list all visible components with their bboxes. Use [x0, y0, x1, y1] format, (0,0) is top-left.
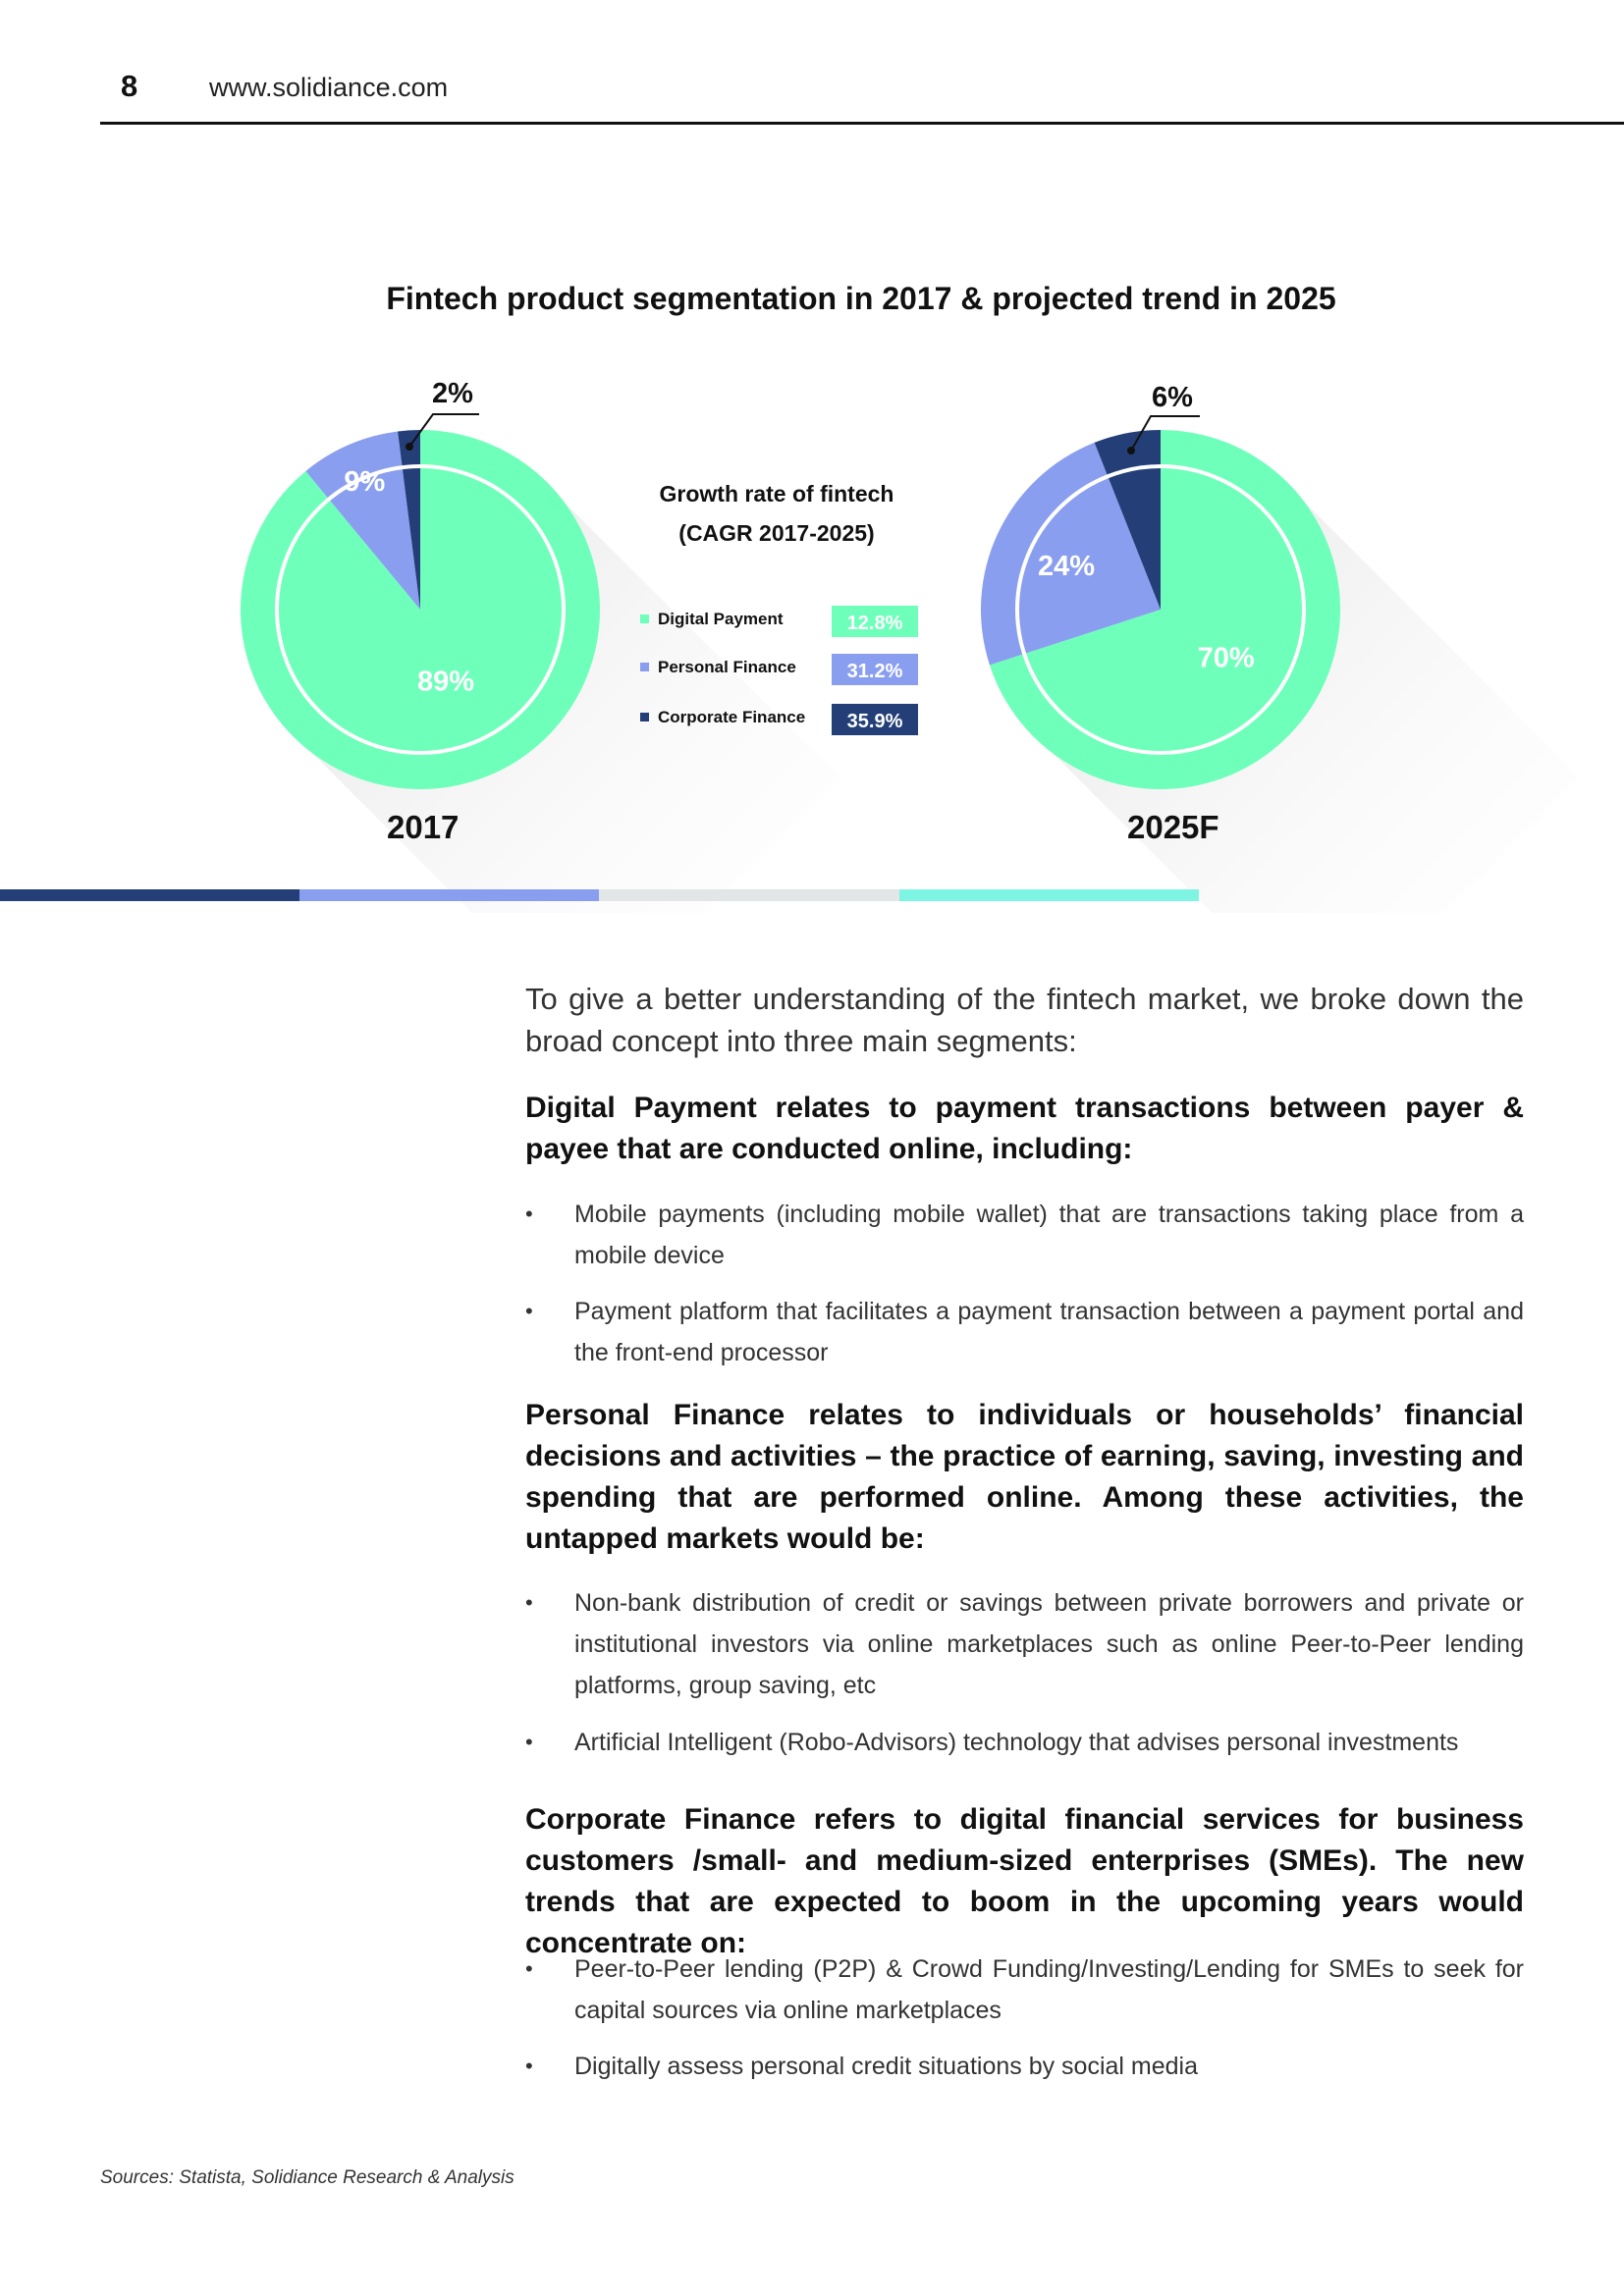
bullet-text: Mobile payments (including mobile wallet) that are transactions taking place from a mobile device: [574, 1201, 1524, 1269]
divider-stripe-grey: [599, 889, 899, 901]
growth-value-corporate-finance: 35.9%: [846, 711, 903, 732]
pie-2017-label-digital-payment: 89%: [417, 666, 475, 698]
bullet-dot: •: [525, 1590, 533, 1615]
growth-value-digital-payment: 12.8%: [846, 613, 903, 634]
legend-swatch-personal-finance: [640, 663, 649, 671]
sources-note: Sources: Statista, Solidiance Research & Analysis: [100, 2167, 514, 2188]
bullet-text: Non-bank distribution of credit or savings between private borrowers and private or institutional investors via online marketplaces such as online Peer-to-Peer lending platforms, group saving, etc: [574, 1589, 1524, 1699]
pie-2025-label-digital-payment: 70%: [1197, 642, 1255, 674]
bullet-dot: •: [525, 1730, 533, 1754]
pie-2025-label-corporate-finance: 6%: [1152, 382, 1193, 413]
growth-title-line-1: Growth rate of fintech: [659, 481, 894, 507]
intro-paragraph: To give a better understanding of the fintech market, we broke down the broad concept into three main segments:: [525, 982, 1524, 1058]
bullet-text: Artificial Intelligent (Robo-Advisors) technology that advises personal investments: [574, 1729, 1459, 1756]
legend-label-digital-payment: Digital Payment: [658, 610, 784, 628]
legend-label-personal-finance: Personal Finance: [658, 658, 796, 676]
fintech-chart: [0, 0, 1624, 913]
corporate-finance-heading: Corporate Finance refers to digital financial services for business customers /small- and medium-sized enterprises (SMEs). The new trends that are expected to boom in the upcoming years would concentrate on:: [525, 1803, 1524, 1959]
pie-2017-label-corporate-finance: 2%: [432, 378, 473, 409]
divider-stripe-navy: [0, 889, 299, 901]
divider-stripe-lavender: [299, 889, 599, 901]
bullet-text: Payment platform that facilitates a payment transaction between a payment portal and the front-end processor: [574, 1298, 1524, 1366]
pie-2017-year-label: 2017: [387, 809, 460, 845]
legend-swatch-digital-payment: [640, 614, 649, 623]
site-url[interactable]: www.solidiance.com: [209, 73, 449, 102]
legend-label-corporate-finance: Corporate Finance: [658, 708, 806, 726]
bullet-dot: •: [525, 1201, 533, 1226]
divider-stripe-mint: [899, 889, 1199, 901]
digital-payment-heading: Digital Payment relates to payment transactions between payer & payee that are conducted online, including:: [525, 1092, 1524, 1165]
legend-swatch-corporate-finance: [640, 713, 649, 721]
pie-2025-label-personal-finance: 24%: [1037, 550, 1095, 582]
growth-value-personal-finance: 31.2%: [846, 661, 903, 682]
bullet-text: Digitally assess personal credit situations by social media: [574, 2053, 1199, 2080]
pie-2017-label-personal-finance: 9%: [344, 465, 386, 498]
page-number: 8: [121, 69, 138, 103]
personal-finance-heading: Personal Finance relates to individuals or households’ financial decisions and activities – the practice of earning, saving, investing and spending that are performed online. Among these activities, the untapped markets would be:: [525, 1399, 1524, 1555]
growth-title-line-2: (CAGR 2017-2025): [678, 520, 875, 546]
pie-2025-year-label: 2025F: [1127, 809, 1219, 845]
bullet-text: Peer-to-Peer lending (P2P) & Crowd Funding/Investing/Lending for SMEs to seek for capital sources via online marketplaces: [574, 1955, 1524, 2024]
chart-title: Fintech product segmentation in 2017 & projected trend in 2025: [386, 281, 1336, 316]
bullet-dot: •: [525, 1956, 533, 1981]
bullet-dot: •: [525, 1299, 533, 1323]
bullet-dot: •: [525, 2054, 533, 2078]
